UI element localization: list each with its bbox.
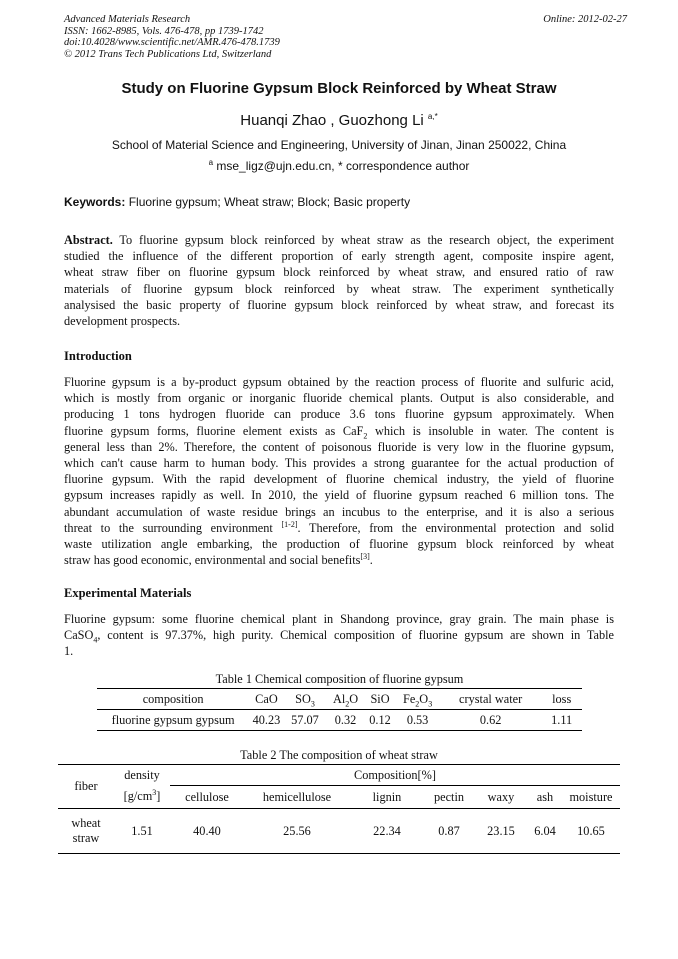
table2-subheader-cell: moisture: [562, 786, 620, 809]
table1-header-cell: loss: [541, 689, 582, 710]
table1-header-row: [97, 689, 582, 710]
table2-subheader-cell: hemicellulose: [244, 786, 350, 809]
materials-heading: Experimental Materials: [64, 586, 192, 600]
table2-subheader-row: [58, 786, 620, 809]
table2-density-unit: $[g/cm^3]$: [123, 788, 161, 804]
intro-line: Fluorine gypsum is a by-product gypsum obtained by the reaction process of fluorite and sulfuric acid,: [64, 375, 614, 389]
table1-cell: 0.53: [395, 710, 440, 731]
online-date: Online: 2012-02-27: [543, 14, 627, 25]
table2-subheader-cell: waxy: [474, 786, 528, 809]
keywords-label: Keywords:: [64, 195, 126, 209]
table1-cell: 0.32: [326, 710, 365, 731]
intro-line: straw has good economic, environmental and social benefits[3].: [64, 551, 373, 568]
journal-header: [64, 14, 627, 60]
author-sup: a,*: [427, 112, 438, 121]
table1-header-cell: $SO_3$: [284, 689, 327, 710]
intro-line: general less than 2%. Therefore, the content of poisonous fluoride is very low in the fluorine gypsum,: [64, 439, 614, 454]
author-names: Huanqi Zhao , Guozhong Li: [240, 112, 424, 129]
table2-subheader-cell: pectin: [424, 786, 474, 809]
paper-title: Study on Fluorine Gypsum Block Reinforced by Wheat Straw: [121, 80, 557, 97]
table2-subheader-cell: lignin: [350, 786, 424, 809]
table2-header-fiber: fiber: [58, 765, 114, 809]
citation: [1-2]: [281, 519, 298, 529]
table1-cell: 40.23: [249, 710, 283, 731]
table2-cell: 25.56: [244, 809, 350, 854]
abstract-line: materials of fluorine gypsum block reinforced by wheat straw. The experiment synthetically: [64, 281, 614, 296]
table-row: [97, 710, 582, 731]
intro-line: producing 1 tons hydrogen fluoride can produce 3.6 tons fluorine gypsum approximately. When: [64, 407, 614, 422]
doi-line: doi:10.4028/www.scientific.net/AMR.476-478.1739: [64, 37, 280, 49]
copyright-line: © 2012 Trans Tech Publications Ltd, Switzerland: [64, 48, 272, 60]
table2-subheader-cell: ash: [528, 786, 562, 809]
table2-header-density: density: [114, 765, 170, 786]
journal-name: Advanced Materials Research: [64, 14, 191, 25]
table1-header-cell: composition: [97, 689, 249, 710]
table1-cell: 0.12: [365, 710, 395, 731]
intro-line: abundant accumulation of waste residue brings an incubus to the enterprise, and it is also a serious: [64, 504, 614, 519]
keywords: [64, 195, 614, 209]
table1-header-cell: $Fe_2O_3$: [395, 689, 440, 710]
table2-row-label: wheat straw: [58, 809, 114, 854]
intro-line: gypsum increases rapidly as well. In 2010, the yield of fluorine gypsum reached 6 million tons. The: [64, 488, 614, 503]
table2-cell: 1.51: [114, 809, 170, 854]
table1-caption: Table 1 Chemical composition of fluorine gypsum: [215, 672, 464, 686]
intro-line: fluorine gypsum. With the rapid development of fluorine chemical industry, the yield of fluorine: [64, 472, 614, 487]
abstract-line: studied the influence of the different proportion of early strength agent, composite inspire agent,: [64, 249, 614, 264]
abstract-line: Abstract. To fluorine gypsum block reinforced by wheat straw as the research object, the experiment: [64, 233, 614, 247]
materials-body: [64, 611, 614, 660]
table1-cell: 1.11: [541, 710, 582, 731]
introduction-heading: Introduction: [64, 349, 132, 363]
email-sup: a: [208, 158, 214, 167]
intro-line: which can't cause harm to human body. This provides a strong guarantee for the actual production of: [64, 455, 614, 470]
table2: [58, 764, 620, 854]
materials-line: 1.: [64, 644, 74, 659]
abstract: [64, 232, 614, 329]
table2-subheader-cell: cellulose: [170, 786, 244, 809]
intro-line: fluorine gypsum forms, fluorine element exists as CaF$_2$ which is insoluble in water. The content is: [64, 423, 614, 441]
introduction-body: [64, 374, 614, 568]
abstract-label: Abstract.: [64, 233, 113, 247]
email-line: [0, 159, 678, 173]
table2-cell: 23.15: [474, 809, 528, 854]
materials-line: Fluorine gypsum: some fluorine chemical plant in Shandong province, gray grain. The main phase is: [64, 612, 614, 626]
table1-header-cell: SiO: [365, 689, 395, 710]
issn-line: ISSN: 1662-8985, Vols. 476-478, pp 1739-1742: [64, 25, 264, 37]
materials-line: CaSO$_4$, content is 97.37%, high purity. Chemical composition of fluorine gypsum are shown in Table: [64, 628, 614, 645]
table2-caption: Table 2 The composition of wheat straw: [240, 748, 438, 762]
authors: [0, 112, 678, 129]
table1-header-cell: crystal water: [440, 689, 541, 710]
table2-cell: 0.87: [424, 809, 474, 854]
intro-line: waste utilization angle embarking, the production of fluorine gypsum block reinforced by wheat: [64, 536, 614, 551]
intro-line: which is mostly from organic or inorganic fluoride chemical plants. Output is also considerable, and: [64, 391, 614, 406]
table2-cell: 6.04: [528, 809, 562, 854]
email-text: mse_ligz@ujn.edu.cn, * correspondence author: [216, 159, 470, 173]
table2-cell: 10.65: [562, 809, 620, 854]
table2-header-row: [58, 765, 620, 786]
abstract-line: development prospects.: [64, 313, 181, 328]
intro-line: threat to the surrounding environment [1-2]. Therefore, from the environmental protection and solid: [64, 519, 615, 535]
table2-cell: 40.40: [170, 809, 244, 854]
keywords-text: Fluorine gypsum; Wheat straw; Block; Basic property: [128, 195, 411, 209]
table1-cell: 57.07: [284, 710, 327, 731]
table1-header-cell: CaO: [249, 689, 283, 710]
citation: [3]: [360, 551, 370, 561]
abstract-line: wheat straw fiber on fluorine gypsum block reinforced by wheat straw, and ensured ratio of raw: [64, 265, 614, 280]
table1: [97, 688, 582, 731]
affiliation: School of Material Science and Engineering, University of Jinan, Jinan 250022, China: [111, 138, 567, 152]
table2-cell: 22.34: [350, 809, 424, 854]
table1-cell: 0.62: [440, 710, 541, 731]
table1-cell: fluorine gypsum gypsum: [97, 710, 249, 731]
abstract-line: analysised the basic property of fluorine gypsum block reinforced by wheat straw, and forecast its: [64, 297, 614, 312]
table1-header-cell: $Al_2O$: [326, 689, 365, 710]
table2-header-composition: Composition[%]: [170, 765, 620, 786]
table-row: [58, 809, 620, 854]
